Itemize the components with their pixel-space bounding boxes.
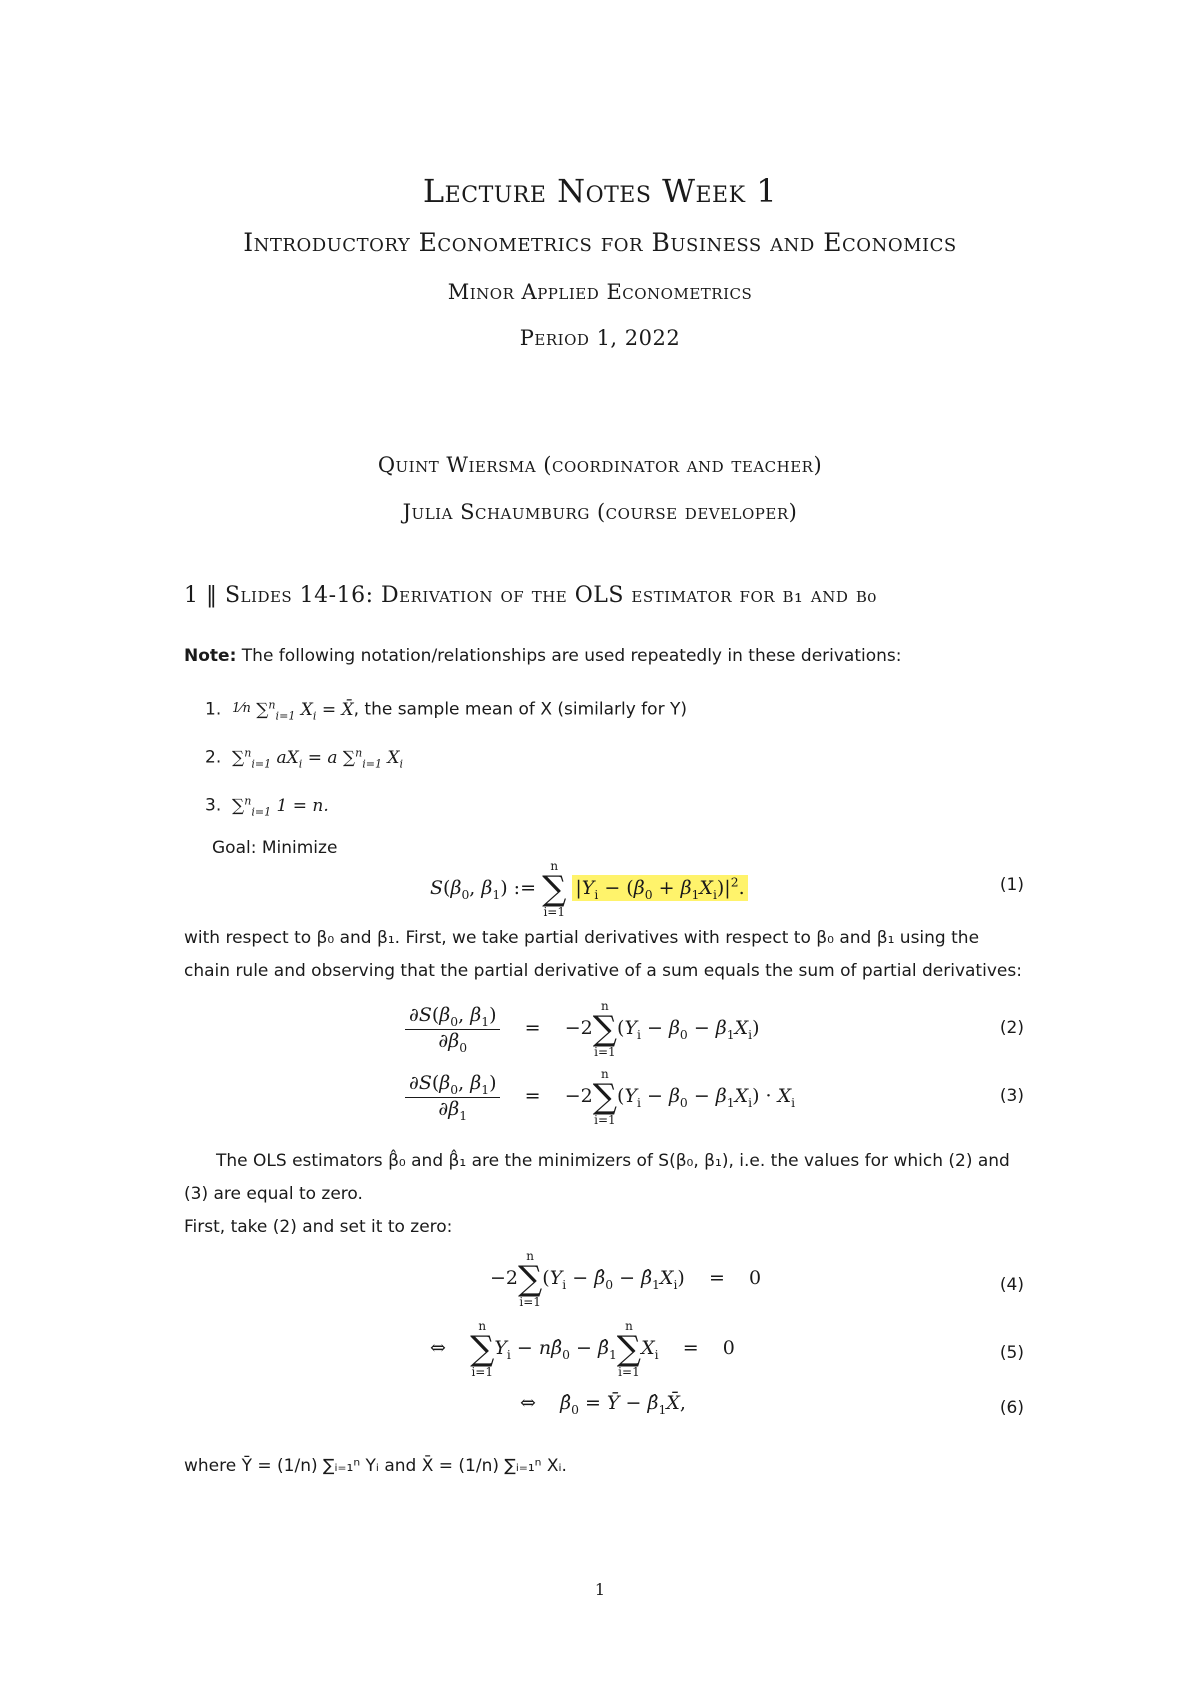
equation-6: ⇔ $\betâ_0$ = Ȳ − $\betâ_1X̄$,	[520, 1392, 686, 1417]
equation-1: $S(\beta_0$, $\beta_1$) := n ∑ i=1 $|Y_i - (\beta_0 + \beta_1X_i)|^2$.	[430, 860, 748, 918]
period: Period 1, 2022	[519, 326, 681, 350]
list-item	[205, 736, 1045, 780]
list-item-text: , the sample mean of X (similarly for Y)	[353, 699, 687, 720]
equation-number: (1)	[999, 875, 1024, 895]
paragraph: with respect to β₀ and β₁. First, we take partial derivatives with respect to β₀ and β₁ using the chain rule and observing that the partial derivative of a sum equals the sum of partial derivatives:	[184, 928, 1022, 981]
equation-5: ⇔ n ∑ i=1 $Y_i$ − $n\betâ_0$ − $\betâ_1$ n ∑ i=1 $X_i$ = 0	[430, 1319, 735, 1379]
section-heading: 1 ‖ Slides 14-16: Derivation of the OLS estimator for β₁ and β₀	[184, 583, 877, 608]
goal-text: Goal: Minimize	[212, 838, 338, 858]
note-paragraph	[184, 640, 1024, 673]
equation-number: (2)	[999, 1018, 1024, 1038]
paragraph: First, take (2) and set it to zero:	[184, 1217, 453, 1237]
list-number: 2.	[205, 747, 222, 768]
note-text: The following notation/relationships are used repeatedly in these derivations:	[241, 646, 902, 666]
list-number: 3.	[205, 795, 222, 816]
list-item	[205, 688, 1045, 732]
equation-number: (3)	[999, 1086, 1024, 1106]
paragraph: The OLS estimators β̂₀ and β̂₁ are the minimizers of S(β₀, β₁), i.e. the values for which (2) and (3) are equal to zero.	[184, 1151, 1010, 1204]
title: Lecture Notes Week 1	[422, 172, 778, 210]
list-number: 1.	[205, 699, 222, 720]
equation-4: −2 n ∑ i=1 ($Y_i$ − $\betâ_0$ − $\betâ_1X_i$) = 0	[490, 1249, 762, 1309]
equation-2: $\frac{\partial S(\beta_0, \beta_1)}{\partial\beta_0}$ = −2 n ∑ i=1 $(Y_i - \beta_0 - \beta_1X_i)$	[405, 1000, 760, 1058]
author-2: Julia Schaumburg (course developer)	[402, 500, 798, 524]
equation-number: (5)	[999, 1343, 1024, 1363]
equation-number: (6)	[999, 1398, 1024, 1418]
paragraph: where Ȳ = (1/n) ∑ᵢ₌₁ⁿ Yᵢ and X̄ = (1/n) ∑ᵢ₌₁ⁿ Xᵢ.	[184, 1456, 567, 1476]
equation-number: (4)	[999, 1275, 1024, 1295]
equation-3: $\frac{\partial S(\beta_0, \beta_1)}{\partial\beta_1}$ = −2 n ∑ i=1 $(Y_i - \beta_0 - \beta_1X_i) \cdot X_i$	[405, 1068, 795, 1126]
math-expression: ∑$^n_{i=1}$ $aX_i = a$ ∑$^n_{i=1}$ $X_i$	[226, 746, 404, 771]
list-item	[205, 784, 1045, 828]
author-1: Quint Wiersma (coordinator and teacher)	[377, 453, 823, 477]
course-name: Minor Applied Econometrics	[447, 280, 753, 304]
math-expression: ∑$^n_{i=1}$ 1 = n.	[226, 794, 329, 819]
math-expression: 1⁄n ∑$^n_{i=1}$ $X_i$ = X̄	[232, 698, 354, 723]
subtitle: Introductory Econometrics for Business and Economics	[243, 228, 957, 257]
note-label: Note:	[184, 646, 237, 666]
page-number: 1	[594, 1580, 606, 1599]
